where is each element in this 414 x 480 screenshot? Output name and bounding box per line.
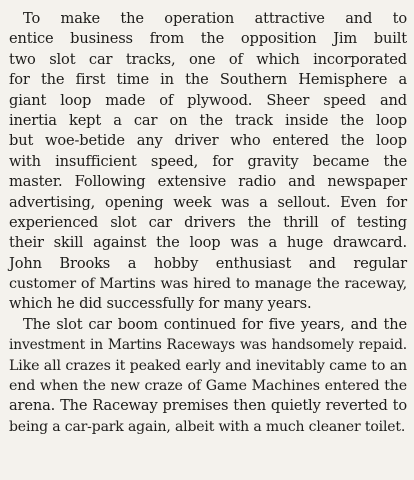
text-line: end when the new craze of Game Machines entered the [9,378,407,395]
text-line: investment in Martins Raceways was handsomely repaid. [9,337,407,354]
text-line: experienced slot car drivers the thrill of testing [9,213,407,231]
text-line: customer of Martins was hired to manage the raceway, [9,276,407,293]
text-line: giant loop made of plywood. Sheer speed and [9,91,407,109]
text-line: for the first time in the Southern Hemisphere a [9,71,407,89]
text-line: John Brooks a hobby enthusiast and regular [9,254,407,272]
body-text [9,9,407,437]
text-line: being a car-park again, albeit with a much cleaner toilet. [9,418,406,435]
paragraph-1 [9,9,407,315]
text-line: master. Following extensive radio and newspaper [9,173,407,191]
text-line: which he did successfully for many years. [9,295,312,313]
text-line: To make the operation attractive and to [23,10,407,27]
text-line: entice business from the opposition Jim built [9,30,407,48]
text-line: with insufficient speed, for gravity became the [9,152,407,170]
text-line: but woe-betide any driver who entered the loop [9,132,407,150]
text-line: inertia kept a car on the track inside the loop [9,111,407,129]
text-line: Like all crazes it peaked early and inevitably came to an [9,357,407,374]
text-line: two slot car tracks, one of which incorporated [9,50,407,68]
text-line: advertising, opening week was a sellout. Even for [9,193,407,211]
text-line: their skill against the loop was a huge drawcard. [9,234,407,252]
text-line: The slot car boom continued for five years, and the [23,315,407,333]
text-line: arena. The Raceway premises then quietly reverted to [9,397,407,415]
paragraph-2 [9,315,407,437]
